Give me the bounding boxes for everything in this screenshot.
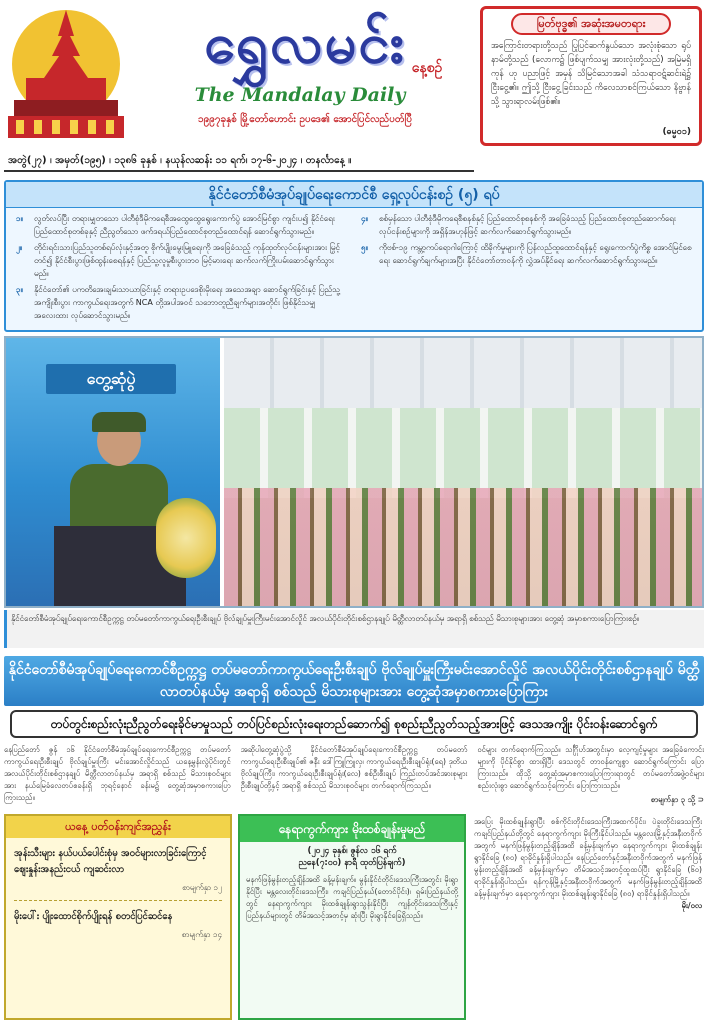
objectives-right-column <box>361 212 692 325</box>
weather-date: (၂၀၂၄ ခုနှစ်၊ ဇွန်လ ၁၆ ရက် <box>307 846 397 856</box>
belief-note: (ဓမ္မ၀၁) <box>662 127 691 137</box>
weather-title: နေရာကွက်ကျား မိုးထစ်ချုန်းမှုမည် <box>240 816 464 842</box>
weather-box <box>238 814 466 1020</box>
objectives-left-column <box>16 212 347 325</box>
newspaper-motto: ၁၉၉၇ခုနှစ် မြို့တော်ဟောင်း ဥပဒေ၏ အောင်ပြင်လည်ပတ်ပြီ <box>197 114 413 125</box>
belief-title: မြတ်ဗုဒ္ဓ၏ အဆုံးအမတရား <box>511 13 671 35</box>
palace-logo <box>4 6 132 142</box>
audience-rows <box>224 488 702 606</box>
photo-caption: နိုင်ငံတော်စီမံအုပ်ချုပ်ရေးကောင်စီဥက္ကဋ္ဌ တပ်မတော်ကာကွယ်ရေးဦးစီးချုပ် ဗိုလ်ချုပ်မှူးကြီးမင်းအောင်လှိုင် အလယ်ပိုင်းတိုင်းစစ်ဌာနချုပ် မိတ္ထီလာတပ်နယ်မှ အရာရှိ စစ်သည် မိသားစုများအား တွေ့ဆုံ အမှာစကားပြောကြားစဉ်။ <box>4 610 704 648</box>
article-body <box>4 744 704 810</box>
masthead <box>0 0 708 176</box>
photo-banner: တွေ့ဆုံပွဲ <box>46 364 176 394</box>
flower-arrangement <box>156 498 216 578</box>
today-content-box <box>4 814 232 1020</box>
forecast-text: အပြေး မိုးထစ်ချုန်းရွာပြီး စစ်ကိုင်းတိုင်းဒေသကြီးအထက်ပိုင်း၊ ပဲခူးတိုင်းဒေသကြီး ကချင်ပြည်နယ်တို့တွင် နေရာကွက်ကျား မိုးကြီးနိုင်ပါသည်။ မန္တလေးမြို့နှင့်အနီးတဝိုက်အတွက် မနက်ဖြန်မွန်းတည့်ချိန်အထိ ခန့်မှန်းချက်မှာ နေရာကွက်ကျား မိုးထစ်ချုန်း ရွာနိုင်ခြေ (၈၀) ရာခိုင်နှုန်းရှိပါသည်။ နေပြည်တော်နှင့်အနီးတဝိုက်အတွက် မနက်ဖြန်မွန်းတည့်ချိန်အထိ ခန့်မှန်းချက်မှာ တိမ်အသင့်အတင့်ထူထပ်ပြီး ရွာနိုင်ခြေ (၆၀) ရာခိုင်နှုန်းရှိပါသည်။ ရန်ကုန်မြို့နှင့်အနီးတဝိုက်အတွက် မနက်ဖြန်မွန်းတည့်ချိန်အထိ ခန့်မှန်းချက်မှာ နေရာကွက်ကျား မိုးထစ်ချုန်းရွာနိုင်ခြေ (၈၀) ရာခိုင်နှုန်းရှိပါသည်။ <box>474 817 702 898</box>
today-content-item[interactable]: အုန်းသီးများ နယ်ပယ်ပေါင်းစုံမှ အဝင်များလာခြင်းကြောင့် ဈေးနှုန်းအနည်းငယ် ကျဆင်းလာ <box>14 848 207 875</box>
news-photo <box>4 336 704 608</box>
article-column-3-text: ဝင်များ တက်ရောက်ကြသည်။ သင်္ဂြိုဟ်အတွင်းမှာ လေ့ကျင့်မှုများ အခြေခံကောင်းများကို ပိုင်နိုင်စွာ ထားရှိပြီး ဒေသတွင် တာဝန်ကျေစွာ ဆောင်ရွက်ကြောင်း ပြောကြားသည်။ ထိုသို့ တွေ့ဆုံအမှာစကားပြောကြားရာတွင် တပ်မတော်အဖွဲ့ဝင်များ စည်းလုံးစွာ ဆောင်ရွက်သင့်ကြောင်း ပြောကြားသည်။ <box>477 745 705 790</box>
today-content-title: ယနေ့ ပတ်ဝန်းကျင်အညွှန်း <box>6 816 230 838</box>
objective-number: ၃။ <box>16 285 23 294</box>
hall-wall <box>224 408 702 498</box>
main-headline: နိုင်ငံတော်စီမံအုပ်ချုပ်ရေးကောင်စီဥက္ကဋ္ဌ တပ်မတော်ကာကွယ်ရေးဦးစီးချုပ် ဗိုလ်ချုပ်မှူးကြီးမင်းအောင်လှိုင် အလယ်ပိုင်းတိုင်းစစ်ဌာနချုပ် မိတ္ထီလာတပ်နယ်မှ အရာရှိ စစ်သည် မိသားစုများအား တွေ့ဆုံအမှာစကားပြောကြား <box>4 656 704 706</box>
belief-text: အကြောင်းတရားတို့သည် ပြုပြင်ဆက်နွယ်သော အလုံးစုံသော ရုပ်နာမ်တို့သည် (လောက၌ ဖြစ်ပျက်သမျှ အားလုံးတို့သည်) အမြဲမရှိကုန် ဟု ပညာဖြင့် အမှန် သိမြင်သောအခါ သံသရာဝဋ်ဆင်းရဲ၌ ငြီးငွေ့၏။ ဤသို့ ငြီးငွေ့ခြင်းသည် ကိလေသာစင်ကြယ်သော နိဗ္ဗာန်သို့ သွားရာလမ်းဖြစ်၏။ <box>491 41 691 107</box>
objectives-panel <box>4 180 704 332</box>
belief-box <box>480 6 702 146</box>
hall-ceiling <box>224 338 702 408</box>
objective-text: စစ်မှန်သော ပါတီစုံဒီမိုကရေစီစနစ်နှင့် ပြည်ထောင်စုစနစ်ကို အခြေခံသည့် ပြည်ထောင်စုတည်ဆောက်ရေးလုပ်ငန်းစဉ်များကို အရှိန်အဟုန်ဖြင့် ဆက်လက်ဆောင်ရွက်သွားမည်။ <box>379 214 676 236</box>
newspaper-title: ရွှေလမင်း <box>204 10 406 76</box>
newspaper-title-english: The Mandalay Daily <box>194 84 406 106</box>
objective-text: နိုင်ငံတော်၏ ပကတိအေးချမ်းသာယာခြင်းနှင့် တရားဥပဒေစိုးမိုးရေး အသေအချာ ဆောင်ရွက်ခြင်းနှင့် ပြည်သူ့အကျိုးစီးပွား ကာကွယ်ရေးအတွက် NCA တို့အပါအဝင် သဘောတူညီချက်များအတိုင်း ဖြစ်နိုင်သမျှ အလေးထား လုပ်ဆောင်သွားမည်။ <box>34 285 340 320</box>
objective-item <box>16 212 347 238</box>
article-column-2: အဆိုပါတွေ့ဆုံပွဲသို့ နိုင်ငံတော်စီမံအုပ်ချုပ်ရေးကောင်စီဥက္ကဋ္ဌ တပ်မတော်ကာကွယ်ရေးဦးစီးချုပ်၏ ဇနီး ဒေါ်ကြူကြူလှ၊ ကာကွယ်ရေးဦးစီးချုပ်ရုံး(ရေ) ဒုတိယဗိုလ်ချုပ်ကြီး၊ ကာကွယ်ရေးဦးစီးချုပ်ရုံး(လေ) စစ်ဦးစီးချုပ် ကြည်းတပ်အင်အားစုများ ဦးစီးချုပ်တို့နှင့် အရာရှိ စစ်သည် မိသားစုဝင်များ တက်ရောက်ကြသည်။ <box>240 745 468 790</box>
objective-number: ၁။ <box>16 214 23 223</box>
objective-item <box>361 241 692 267</box>
article-column-1: နေပြည်တော် ဇွန် ၁၆ နိုင်ငံတော်စီမံအုပ်ချုပ်ရေးကောင်စီဥက္ကဋ္ဌ တပ်မတော်ကာကွယ်ရေးဦးစီးချုပ် ဗိုလ်ချုပ်မှူးကြီး မင်းအောင်လှိုင်သည် ယနေ့မွန်းလွဲပိုင်းတွင် အလယ်ပိုင်းတိုင်းစစ်ဌာနချုပ် မိတ္ထီလာတပ်နယ်မှ အရာရှိ စစ်သည် မိသားစုဝင်များအား နယ်မြေခံလေတပ်စခန်းရှိ ဘုရင့်နောင် ခန်းမ၌ တွေ့ဆုံအမှာစကားပြောကြားသည်။ <box>4 745 231 802</box>
speaker-photo <box>6 338 220 606</box>
objective-item <box>16 241 347 280</box>
objective-item <box>16 283 347 322</box>
continued-link[interactable]: စာမျက်နှာ ၃ သို့ ⊃ <box>650 795 705 804</box>
objective-number: ၅။ <box>361 243 368 252</box>
sub-headline: တပ်တွင်းစည်းလုံးညီညွတ်ရေးခိုင်မာမှုသည် တပ်ပြင်စည်းလုံးရေးတည်ဆောက်၍ စုစည်းညီညွတ်သည့်အားဖြင့် ဒေသအကျိုး ပိုင်းဝန်းဆောင်ရွက် <box>10 710 698 738</box>
article-column-3 <box>477 744 704 810</box>
page-reference: စာမျက်နှာ ၁၂ <box>182 883 222 892</box>
objective-text: ကိုဗစ်-၁၉ ကမ္ဘာ့ကပ်ရောဂါကြောင့် ထိခိုက်မှုများကို ပြန်လည်ထူထောင်ရန်နှင့် ရွေးကောက်ပွဲကိစ္စ အောင်မြင်စေရေး ဆောင်ရွက်ချက်များအပြီး နိုင်ငံတော်တာဝန်ကို လွှဲအပ်နိုင်ရေး ဆက်လက်ဆောင်ရွက်သွားမည်။ <box>379 243 692 265</box>
officer-cap <box>92 412 146 432</box>
weather-forecast-column <box>472 814 704 1020</box>
dateline: အတွဲ(၂၇) ၊ အမှတ်(၁၉၅) ၊ ၁၃၈၆ ခုနှစ် ၊ နယုန်လဆန်း ၁၁ ရက်၊ ၁၇-၆-၂၀၂၄ ၊ တနင်္လာနေ့ ။ <box>4 150 474 172</box>
objective-text: လွတ်လပ်ပြီး တရားမျှတသော ပါတီစုံဒီမိုကရေစီအထွေထွေရွေးကောက်ပွဲ အောင်မြင်စွာ ကျင်းပ၍ နိုင်ငံရေး ပြည်ထောင်စုတစ်ခုနှင့် ညီညွတ်သော ဖက်ဒရယ်ပြည်ထောင်စုတည်ထောင်ရန် ဆောင်ရွက်သွားမည်။ <box>34 214 335 236</box>
objective-number: ၂။ <box>16 243 23 252</box>
objectives-title: နိုင်ငံတော်စီမံအုပ်ချုပ်ရေးကောင်စီ ရှေ့လုပ်ငန်းစဉ် (၅) ရပ် <box>6 182 702 208</box>
newspaper-subtitle: နေ့စဉ် <box>411 60 443 76</box>
forecast-source: မိုး/၀လ <box>681 901 702 910</box>
today-content-item[interactable]: မိုးပေါ်း ပျိုးထောင်စိုက်ပျိုးရန် စတင်ပြင်ဆင်နေ <box>14 911 173 922</box>
objective-item <box>361 212 692 238</box>
objective-number: ၄။ <box>361 214 368 223</box>
audience-photo <box>224 338 702 606</box>
page-reference: စာမျက်နှာ ၁၄ <box>181 930 222 939</box>
objective-text: တိုင်းရင်းသားပြည်သူတစ်ရပ်လုံးနှင့်အတူ စိုက်ပျိုးမွေးမြူရေးကို အခြေခံသည့် ကုန်ထုတ်လုပ်ငန်းများအား မြှင့်တင်၍ နိုင်ငံစီးပွားဖြစ်ထွန်းစေရန်နှင့် ပြည်သူ့လူမှုစီးပွားဘဝ မြင့်မားရေး ဆက်လက်ကြိုးပမ်းဆောင်ရွက်သွားမည်။ <box>34 243 340 278</box>
weather-time: ညနေ(၇:၀၀) နာရီ ထုတ်ပြန်ချက်) <box>298 858 406 868</box>
weather-text: မနက်ဖြန်မွန်းတည့်ချိန်အထိ ခန့်မှန်းချက်။ မွန်းနိုင်ငံတိုင်းဒေသကြီးအတွင်း မိုးရွာနိုင်ပြီး မန္တလေးတိုင်းဒေသကြီး၊ ကချင်ပြည်နယ်(တောင်ပိုင်း)၊ ရှမ်းပြည်နယ်တို့တွင် နေရာကွက်ကျား မိုးထစ်ချုန်းရွာသွန်းနိုင်ပြီး ကျန်တိုင်းဒေသကြီးနှင့် ပြည်နယ်များတွင် တိမ်အသင့်အတင့်မှ ဆုံးပြီး မိုးရွာနိုင်ခြေရှိသည်။ <box>246 875 458 920</box>
officer-figure <box>64 416 174 606</box>
